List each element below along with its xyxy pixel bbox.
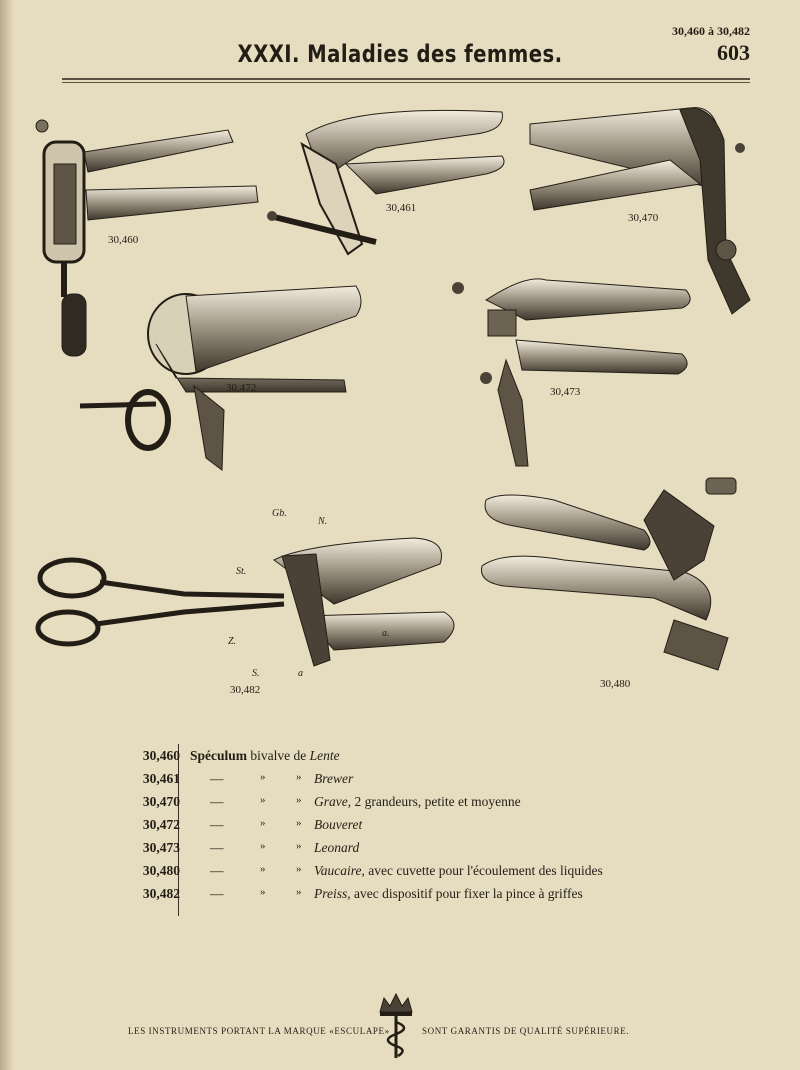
item-description [314,771,353,787]
item-extra: avec dispositif pour fixer la pince à griffes [354,886,583,901]
ditto-dash: — [210,863,224,878]
header-rule-thin [62,82,750,83]
figure-label: 30,460 [108,234,139,246]
item-type: Spéculum [190,748,248,763]
item-name: Brewer [314,771,354,786]
item-description [314,817,362,833]
figure-callout: a [298,668,303,679]
ditto-dash: — [210,817,224,832]
ditto-mark: » [260,863,266,875]
item-extra: 2 grandeurs, petite et moyenne [354,794,521,809]
figure-label: 30,480 [600,678,631,690]
ditto-dash: — [210,886,224,901]
catalogue-number: 30,460 [142,748,180,763]
figure-label: 30,461 [386,202,417,214]
footer-left-text: LES INSTRUMENTS PORTANT LA MARQUE «ESCULAPE» [128,1026,390,1036]
figure-callout: S. [252,668,260,679]
item-description [314,794,521,810]
ditto-mark: » [260,886,266,898]
item-description [314,840,359,856]
item-name: Vaucaire, [314,863,365,878]
catalogue-number: 30,470 [142,794,180,809]
ditto-dash: — [210,771,224,786]
item-description [314,886,583,902]
ditto-dash: — [210,840,224,855]
page-number: 603 [717,40,750,65]
figure-label: 30,470 [628,212,659,224]
item-description [314,863,603,879]
ditto-mark: » [260,771,266,783]
ditto-mark: » [260,817,266,829]
item-name: Leonard [314,840,360,855]
speculum-preiss-illustration [34,520,464,690]
catalogue-number: 30,461 [142,771,180,786]
catalogue-number: 30,473 [142,840,180,855]
item-name: Lente [309,748,340,763]
page-range: 30,460 à 30,482 [672,24,750,38]
speculum-leonard-illustration [446,270,696,472]
esculape-crown-serpent-icon [372,992,420,1060]
figure-callout: a. [382,628,390,639]
ditto-mark: » [296,840,302,852]
item-description [190,748,340,764]
ditto-mark: » [296,771,302,783]
figure-callout: N. [318,516,328,527]
figure-callout: Gb. [272,508,287,519]
speculum-bouveret-illustration [76,280,366,476]
item-text: bivalve de [250,748,307,763]
speculum-brewer-illustration [266,104,516,264]
catalogue-number: 30,480 [142,863,180,878]
item-extra: avec cuvette pour l'écoulement des liquides [368,863,603,878]
item-name: Bouveret [314,817,363,832]
page-title: XXXI. Maladies des femmes. [237,40,563,68]
item-name: Grave, [314,794,352,809]
ditto-mark: » [260,840,266,852]
speculum-vaucaire-illustration [474,470,764,680]
figure-callout: Z. [228,636,237,647]
ditto-mark: » [296,886,302,898]
figure-label: 30,473 [550,386,581,398]
item-name: Preiss, [314,886,351,901]
catalogue-number: 30,472 [142,817,180,832]
figure-label: 30,472 [226,382,257,394]
ditto-mark: » [296,794,302,806]
ditto-dash: — [210,794,224,809]
ditto-mark: » [296,817,302,829]
ditto-mark: » [260,794,266,806]
figure-callout: St. [236,566,247,577]
catalogue-number: 30,482 [142,886,180,901]
page-binding-shadow [0,0,14,1070]
header-rule [62,78,750,80]
footer-right-text: SONT GARANTIS DE QUALITÉ SUPÉRIEURE. [422,1026,630,1036]
ditto-mark: » [296,863,302,875]
figure-label: 30,482 [230,684,261,696]
